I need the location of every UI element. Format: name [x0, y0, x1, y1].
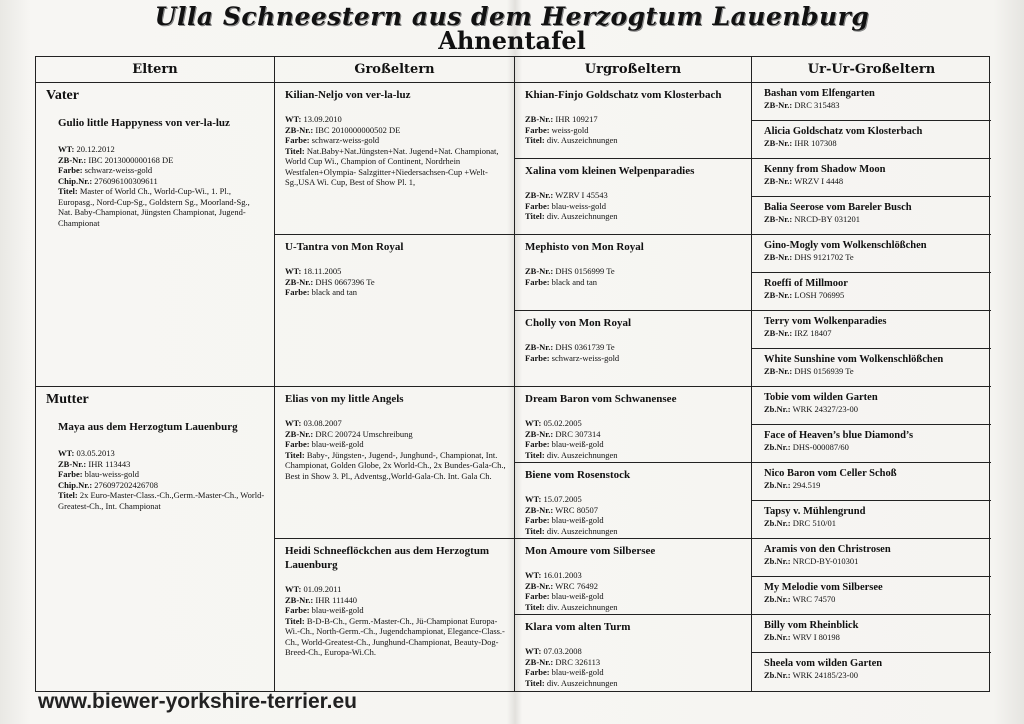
detail-label: WT: [285, 266, 302, 276]
detail-value: 20.12.2012 [74, 144, 115, 154]
detail-line [285, 135, 506, 146]
detail-value: blau-weiß-gold [549, 667, 604, 677]
detail-label: Titel: [285, 615, 305, 626]
detail-label: Farbe: [525, 200, 550, 211]
pedigree-table [35, 56, 990, 692]
pedigree-cell [36, 387, 274, 691]
detail-value: 276097202426708 [92, 479, 159, 490]
detail-line [285, 266, 506, 277]
detail-value: 03.08.2007 [301, 418, 342, 428]
detail-value: WRV I 80198 [790, 632, 840, 642]
detail-line [525, 602, 743, 613]
detail-label: Zb.Nr.: [764, 442, 791, 452]
detail-value: DRC 326113 [553, 656, 601, 667]
pedigree-cell [515, 311, 751, 387]
detail-line [525, 266, 743, 277]
detail-label: ZB-Nr.: [525, 266, 554, 276]
column-eltern [36, 83, 275, 691]
detail-line [764, 594, 985, 604]
detail-line [525, 657, 743, 668]
pedigree-cell [752, 349, 991, 387]
detail-label: WT: [285, 584, 302, 594]
detail-label: ZB-Nr.: [525, 504, 554, 515]
detail-value: IRZ 18407 [792, 328, 832, 338]
pedigree-cell [752, 273, 991, 311]
detail-label: Farbe: [285, 287, 310, 297]
detail-label: Titel: [285, 449, 305, 460]
detail-label: Zb.Nr.: [764, 594, 791, 604]
detail-line [285, 584, 506, 595]
detail-line [285, 146, 506, 188]
detail-value: 16.01.2003 [541, 570, 582, 580]
detail-value: WZRV I 45543 [553, 190, 608, 200]
pedigree-cell [752, 235, 991, 273]
detail-value: schwarz-weiss-gold [309, 135, 380, 145]
detail-label: Farbe: [525, 352, 550, 363]
detail-line [525, 494, 743, 505]
detail-value: 13.09.2010 [301, 114, 342, 124]
detail-line [285, 287, 506, 298]
detail-value: WRK 24327/23-00 [790, 404, 858, 414]
detail-label: WT: [525, 494, 542, 504]
detail-label: ZB-Nr.: [525, 428, 554, 439]
detail-line [525, 277, 743, 288]
detail-label: Farbe: [285, 605, 310, 615]
detail-line [525, 418, 743, 429]
dog-name: Elias von my little Angels [285, 393, 404, 405]
detail-value: weiss-gold [549, 124, 589, 135]
detail-line [58, 176, 266, 187]
detail-label: Farbe: [525, 124, 550, 135]
dog-role: Mutter [46, 392, 89, 407]
pedigree-cell [752, 311, 991, 349]
dog-name: White Sunshine vom Wolkenschlößchen [764, 354, 944, 365]
detail-label: ZB-Nr.: [764, 214, 793, 224]
detail-line [525, 581, 743, 592]
detail-line [525, 135, 743, 146]
detail-line [525, 342, 743, 353]
detail-line [764, 176, 985, 186]
detail-label: WT: [525, 646, 542, 656]
detail-line [285, 616, 506, 658]
detail-value: DHS 0667396 Te [313, 276, 375, 287]
detail-line [58, 459, 266, 470]
dog-details [58, 144, 266, 228]
pedigree-cell [752, 501, 991, 539]
dog-role: Vater [46, 88, 79, 103]
detail-value: div. Auszeichnungen [544, 601, 618, 612]
detail-line [525, 353, 743, 364]
detail-label: Chip.Nr.: [58, 479, 93, 490]
column-urgrosseltern [515, 83, 752, 691]
detail-line [525, 591, 743, 602]
detail-value: 01.09.2011 [301, 584, 342, 594]
dog-name: Maya aus dem Herzogtum Lauenburg [58, 421, 238, 433]
detail-label: ZB-Nr.: [525, 190, 554, 200]
dog-name: Roeffi of Millmoor [764, 278, 848, 289]
detail-label: ZB-Nr.: [764, 252, 793, 262]
detail-label: Chip.Nr.: [58, 175, 93, 186]
detail-label: ZB-Nr.: [764, 138, 793, 148]
detail-line [525, 125, 743, 136]
dog-details [58, 448, 266, 511]
pedigree-cell [275, 83, 514, 235]
detail-line [764, 442, 985, 452]
detail-label: ZB-Nr.: [764, 100, 793, 110]
detail-value: WRK 24185/23-00 [790, 670, 858, 680]
detail-label: ZB-Nr.: [525, 580, 554, 591]
detail-value: div. Auszeichnungen [544, 677, 618, 688]
pedigree-cell [752, 159, 991, 197]
detail-label: WT: [58, 144, 75, 154]
dog-name: Biene vom Rosenstock [525, 469, 631, 481]
dog-name: Sheela vom wilden Garten [764, 658, 883, 669]
dog-name: Klara vom alten Turm [525, 621, 631, 633]
pedigree-cell [275, 539, 514, 691]
column-header-grosseltern: Großeltern [275, 57, 515, 83]
detail-value: 05.02.2005 [541, 418, 582, 428]
detail-label: ZB-Nr.: [525, 114, 554, 124]
dog-name: Mephisto von Mon Royal [525, 241, 644, 253]
dog-name: Billy vom Rheinblick [764, 620, 859, 631]
pedigree-cell [752, 83, 991, 121]
detail-value: IBC 2010000000502 DE [313, 124, 401, 135]
detail-label: Farbe: [525, 591, 550, 601]
detail-line [58, 469, 266, 480]
dog-details [525, 646, 743, 688]
dog-details [525, 342, 743, 363]
detail-label: Farbe: [285, 439, 310, 449]
column-header-ur-ur-grosseltern: Ur-Ur-Großeltern [752, 57, 991, 83]
detail-value: blau-weiss-gold [549, 200, 606, 211]
detail-line [285, 429, 506, 440]
detail-line [525, 505, 743, 516]
dog-details [285, 584, 506, 658]
detail-value: 15.07.2005 [541, 494, 582, 504]
pedigree-cell [275, 235, 514, 387]
dog-name: Mon Amoure vom Silbersee [525, 545, 656, 557]
dog-details [525, 570, 743, 612]
detail-value: blau-weiss-gold [82, 469, 139, 479]
dog-details [525, 418, 743, 460]
detail-value: DHS 0361739 Te [553, 342, 615, 352]
detail-label: Titel: [525, 677, 545, 688]
detail-line [285, 595, 506, 606]
detail-line [764, 214, 985, 224]
detail-value: schwarz-weiss-gold [549, 352, 620, 363]
detail-label: Titel: [58, 186, 78, 196]
detail-line [525, 667, 743, 678]
detail-label: ZB-Nr.: [525, 656, 554, 667]
detail-value: DRC 307314 [553, 428, 601, 439]
detail-label: ZB-Nr.: [764, 176, 793, 186]
dog-details [285, 418, 506, 481]
pedigree-cell [515, 83, 751, 159]
dog-name: Kenny from Shadow Moon [764, 164, 886, 175]
dog-details [285, 266, 506, 298]
detail-line [285, 125, 506, 136]
dog-name: My Melodie vom Silbersee [764, 582, 883, 593]
dog-name: Gino-Mogly vom Wolkenschlößchen [764, 240, 927, 251]
detail-line [58, 165, 266, 176]
detail-line [525, 190, 743, 201]
detail-line [285, 277, 506, 288]
pedigree-cell [515, 539, 751, 615]
detail-line [525, 515, 743, 526]
detail-label: Titel: [525, 211, 545, 221]
detail-value: DHS 0156939 Te [792, 366, 854, 376]
detail-line [764, 670, 985, 680]
detail-line [285, 450, 506, 482]
detail-value: IHR 111440 [313, 594, 358, 605]
detail-label: Zb.Nr.: [764, 518, 791, 528]
dog-name: Face of Heaven’s blue Diamond’s [764, 430, 914, 441]
pedigree-cell [515, 463, 751, 539]
pedigree-cell [515, 159, 751, 235]
detail-label: WT: [525, 418, 542, 428]
pedigree-cell [752, 653, 991, 691]
column-header-urgrosseltern: Urgroßeltern [515, 57, 752, 83]
dog-details [525, 266, 743, 287]
detail-value: Baby-, Jüngsten-, Jugend-, Junghund-, Championat, Int. Championat, Golden Globe, 2x World-Ch., 2x Bundes-Gala-Ch., Best in Show 3. Pl., Adventsg.,World-Gala-Ch. Int. Gala Ch. [285, 449, 506, 481]
detail-label: Zb.Nr.: [764, 556, 791, 566]
pedigree-cell [752, 463, 991, 501]
dog-name: Kilian-Neljo von ver-la-luz [285, 89, 411, 101]
detail-value: WRC 74570 [790, 594, 836, 604]
detail-line [58, 480, 266, 491]
detail-value: DRC 200724 Umschreibung [313, 428, 413, 439]
detail-label: Titel: [525, 135, 545, 145]
detail-line [764, 632, 985, 642]
detail-value: 2x Euro-Master-Class.-Ch.,Germ.-Master-Ch., World-Greatest-Ch., Int. Championat [58, 490, 265, 511]
dog-name: Tobie vom wilden Garten [764, 392, 878, 403]
pedigree-cell [515, 615, 751, 691]
detail-label: ZB-Nr.: [58, 154, 87, 165]
detail-line [764, 366, 985, 376]
detail-label: Titel: [285, 145, 305, 156]
detail-label: ZB-Nr.: [525, 342, 554, 352]
column-grosseltern [275, 83, 515, 691]
detail-value: black and tan [549, 276, 597, 287]
detail-value: WRZV I 4448 [792, 176, 844, 186]
detail-line [58, 186, 266, 228]
detail-value: DHS 0156999 Te [553, 266, 615, 276]
dog-details [525, 494, 743, 536]
detail-label: ZB-Nr.: [285, 594, 314, 605]
detail-line [764, 404, 985, 414]
detail-line [764, 100, 985, 110]
dog-name: Heidi Schneeflöckchen aus dem Herzogtum Lauenburg [285, 545, 490, 571]
detail-value: 03.05.2013 [74, 448, 115, 458]
detail-line [58, 490, 266, 511]
detail-line [764, 252, 985, 262]
dog-name: Bashan vom Elfengarten [764, 88, 875, 99]
dog-name: Nico Baron vom Celler Schoß [764, 468, 897, 479]
detail-label: ZB-Nr.: [285, 428, 314, 439]
pedigree-cell [752, 539, 991, 577]
detail-value: schwarz-weiss-gold [82, 165, 153, 175]
dog-name: Terry vom Wolkenparadies [764, 316, 887, 327]
detail-line [58, 448, 266, 459]
detail-line [764, 328, 985, 338]
detail-line [285, 114, 506, 125]
detail-line [285, 439, 506, 450]
detail-value: WRC 76492 [553, 580, 598, 591]
detail-line [764, 518, 985, 528]
detail-value: DHS 9121702 Te [792, 252, 854, 262]
pedigree-cell [515, 235, 751, 311]
pedigree-cell [752, 615, 991, 653]
pedigree-cell [515, 387, 751, 463]
detail-label: Zb.Nr.: [764, 404, 791, 414]
dog-name: Khian-Finjo Goldschatz vom Klosterbach [525, 89, 722, 101]
detail-value: div. Auszeichnungen [544, 211, 618, 221]
detail-value: blau-weiß-gold [549, 439, 604, 449]
detail-label: Farbe: [525, 276, 550, 287]
column-header-eltern: Eltern [36, 57, 275, 83]
detail-label: Titel: [525, 449, 545, 460]
detail-line [525, 678, 743, 689]
pedigree-cell [752, 425, 991, 463]
detail-value: IHR 113443 [86, 458, 131, 469]
detail-line [525, 201, 743, 212]
page-subtitle: Ahnentafel [438, 26, 586, 55]
detail-label: Titel: [58, 490, 78, 500]
detail-value: blau-weiß-gold [309, 605, 364, 615]
detail-label: Farbe: [525, 515, 550, 525]
detail-value: div. Auszeichnungen [544, 449, 618, 460]
pedigree-cell [752, 387, 991, 425]
detail-line [764, 138, 985, 148]
detail-label: Farbe: [58, 469, 83, 479]
dog-details [285, 114, 506, 188]
detail-value: Master of World Ch., World-Cup-Wi., 1. Pl., Europasg., Nord-Cup-Sg., Goldstern Sg., Moorland-Sg., Nat. Baby-Championat, Jüngsten Championat, Jugend-Championat [58, 186, 250, 228]
detail-line [764, 290, 985, 300]
dog-name: Xalina vom kleinen Welpenparadies [525, 165, 695, 177]
detail-value: NRCD-BY-010301 [790, 556, 859, 566]
detail-value: div. Auszeichnungen [544, 525, 618, 536]
detail-value: B-D-B-Ch., Germ.-Master-Ch., Jü-Championat Europa-Wi.-Ch., North-Germ.-Ch., Jugendchampionat, Elegance-Class.-Ch., World-Greatest-Ch., Junghund-Championat, Beauty-Dog-Breed-Ch., Europa-Wi.Ch. [285, 615, 505, 657]
detail-label: ZB-Nr.: [58, 458, 87, 469]
detail-value: 294.519 [790, 480, 821, 490]
detail-value: black and tan [309, 287, 357, 297]
detail-line [525, 646, 743, 657]
detail-value: 276096100309611 [92, 175, 158, 186]
detail-value: 18.11.2005 [301, 266, 342, 276]
detail-label: Zb.Nr.: [764, 670, 791, 680]
dog-name: Tapsy v. Mühlengrund [764, 506, 866, 517]
detail-label: WT: [285, 418, 302, 428]
detail-line [764, 480, 985, 490]
detail-line [285, 418, 506, 429]
detail-line [58, 155, 266, 166]
detail-value: DHS-000087/60 [790, 442, 849, 452]
pedigree-cell [275, 387, 514, 539]
detail-label: Titel: [525, 601, 545, 612]
detail-value: blau-weiß-gold [309, 439, 364, 449]
detail-label: WT: [525, 570, 542, 580]
dog-name: Alicia Goldschatz vom Klosterbach [764, 126, 923, 137]
detail-value: 07.03.2008 [541, 646, 582, 656]
detail-label: ZB-Nr.: [285, 276, 314, 287]
detail-value: LOSH 706995 [792, 290, 845, 300]
detail-line [525, 439, 743, 450]
dog-details [525, 190, 743, 222]
detail-line [764, 556, 985, 566]
detail-label: ZB-Nr.: [764, 328, 793, 338]
pedigree-cell [752, 121, 991, 159]
detail-line [525, 429, 743, 440]
detail-label: ZB-Nr.: [764, 290, 793, 300]
detail-value: Nat.Baby+Nat.Jüngsten+Nat. Jugend+Nat. Championat, World Cup Wi., Champion of Continent, Nordrhein Westfalen+Olympia- Salzgitter+Niedersachsen-Cup +Welt-Sg.,USA Wi. Cup, Best of Show Pl. 1, [285, 145, 499, 187]
detail-value: WRC 80507 [553, 504, 598, 515]
detail-label: ZB-Nr.: [764, 366, 793, 376]
detail-line [525, 526, 743, 537]
page-title: Ulla Schneestern aus dem Herzogtum Lauenburg [154, 2, 870, 31]
detail-line [58, 144, 266, 155]
detail-line [525, 450, 743, 461]
detail-label: Zb.Nr.: [764, 480, 791, 490]
detail-value: IBC 2013000000168 DE [86, 154, 174, 165]
detail-value: DRC 510/01 [790, 518, 836, 528]
pedigree-cell [36, 83, 274, 387]
detail-label: ZB-Nr.: [285, 124, 314, 135]
dog-name: Gulio little Happyness von ver-la-luz [58, 117, 230, 129]
detail-value: NRCD-BY 031201 [792, 214, 860, 224]
detail-line [525, 211, 743, 222]
detail-line [525, 114, 743, 125]
column-ur-ur-grosseltern [752, 83, 991, 691]
detail-label: Farbe: [285, 135, 310, 145]
detail-value: blau-weiß-gold [549, 591, 604, 601]
dog-name: Balia Seerose vom Bareler Busch [764, 202, 912, 213]
detail-label: WT: [285, 114, 302, 124]
detail-label: WT: [58, 448, 75, 458]
detail-label: Farbe: [525, 439, 550, 449]
detail-label: Farbe: [525, 667, 550, 677]
dog-name: Cholly von Mon Royal [525, 317, 632, 329]
dog-details [525, 114, 743, 146]
pedigree-cell [752, 197, 991, 235]
detail-value: div. Auszeichnungen [544, 135, 618, 145]
detail-value: blau-weiß-gold [549, 515, 604, 525]
detail-label: Farbe: [58, 165, 83, 175]
detail-label: Titel: [525, 525, 545, 536]
detail-value: DRC 315483 [792, 100, 840, 110]
detail-label: Zb.Nr.: [764, 632, 791, 642]
website-footer: www.biewer-yorkshire-terrier.eu [38, 690, 358, 713]
dog-name: Dream Baron vom Schwanensee [525, 393, 677, 405]
detail-line [285, 605, 506, 616]
detail-line [525, 570, 743, 581]
detail-value: IHR 109217 [553, 114, 598, 124]
detail-value: IHR 107308 [792, 138, 837, 148]
dog-name: U-Tantra von Mon Royal [285, 241, 404, 253]
pedigree-cell [752, 577, 991, 615]
dog-name: Aramis von den Christrosen [764, 544, 891, 555]
